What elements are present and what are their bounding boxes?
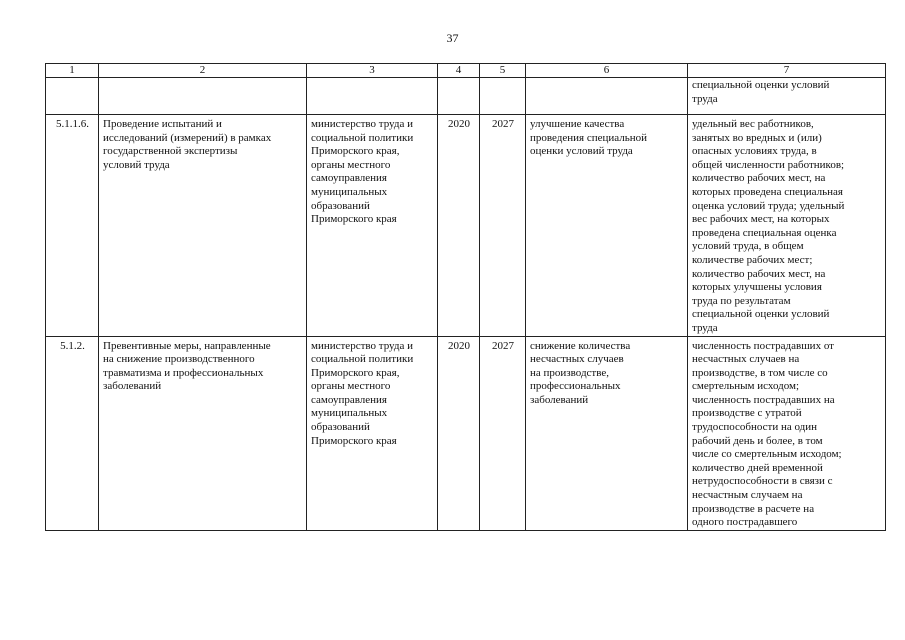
executor-cell: министерство труда и социальной политики Приморского края, органы местного самоуправления муниципальных образований Приморского края (307, 336, 438, 530)
table-row (46, 336, 886, 530)
code-cell (46, 78, 99, 115)
measure-cell: Проведение испытаний и исследований (измерений) в рамках государственной экспертизы условий труда (99, 115, 307, 337)
indicator-cell: специальной оценки условий труда (688, 78, 886, 115)
column-header: 2 (99, 64, 307, 78)
measure-cell (99, 78, 307, 115)
measure-cell: Превентивные меры, направленные на снижение производственного травматизма и профессиональных заболеваний (99, 336, 307, 530)
column-header: 7 (688, 64, 886, 78)
indicator-cell: удельный вес работников, занятых во вредных и (или) опасных условиях труда, в общей численности работников; количество рабочих мест, на которых проведена специальная оценка условий труда; удельный вес рабочих мест, на которых проведена специальная оценка условий труда, в общем количестве рабочих мест; количество рабочих мест, на которых улучшены условия труда по результатам специальной оценки условий труда (688, 115, 886, 337)
result-cell: улучшение качества проведения специальной оценки условий труда (526, 115, 688, 337)
header-row (46, 64, 886, 78)
column-header: 6 (526, 64, 688, 78)
table-row (46, 115, 886, 337)
result-cell: снижение количества несчастных случаев на производстве, профессиональных заболеваний (526, 336, 688, 530)
start-year-cell (438, 78, 480, 115)
column-header: 4 (438, 64, 480, 78)
indicator-cell: численность пострадавших от несчастных случаев на производстве, в том числе со смертельным исходом; численность пострадавших на производстве с утратой трудоспособности на один рабочий день и более, в том числе со смертельным исходом; количество дней временной нетрудоспособности в связи с несчастным случаем на производстве в расчете на одного пострадавшего (688, 336, 886, 530)
executor-cell (307, 78, 438, 115)
start-year-cell: 2020 (438, 115, 480, 337)
result-cell (526, 78, 688, 115)
end-year-cell: 2027 (480, 115, 526, 337)
page-number: 37 (446, 31, 459, 45)
start-year-cell: 2020 (438, 336, 480, 530)
end-year-cell: 2027 (480, 336, 526, 530)
code-cell: 5.1.1.6. (46, 115, 99, 337)
column-header: 5 (480, 64, 526, 78)
code-cell: 5.1.2. (46, 336, 99, 530)
executor-cell: министерство труда и социальной политики Приморского края, органы местного самоуправления муниципальных образований Приморского края (307, 115, 438, 337)
column-header: 1 (46, 64, 99, 78)
measures-table (45, 63, 886, 531)
column-header: 3 (307, 64, 438, 78)
table-row (46, 78, 886, 115)
end-year-cell (480, 78, 526, 115)
